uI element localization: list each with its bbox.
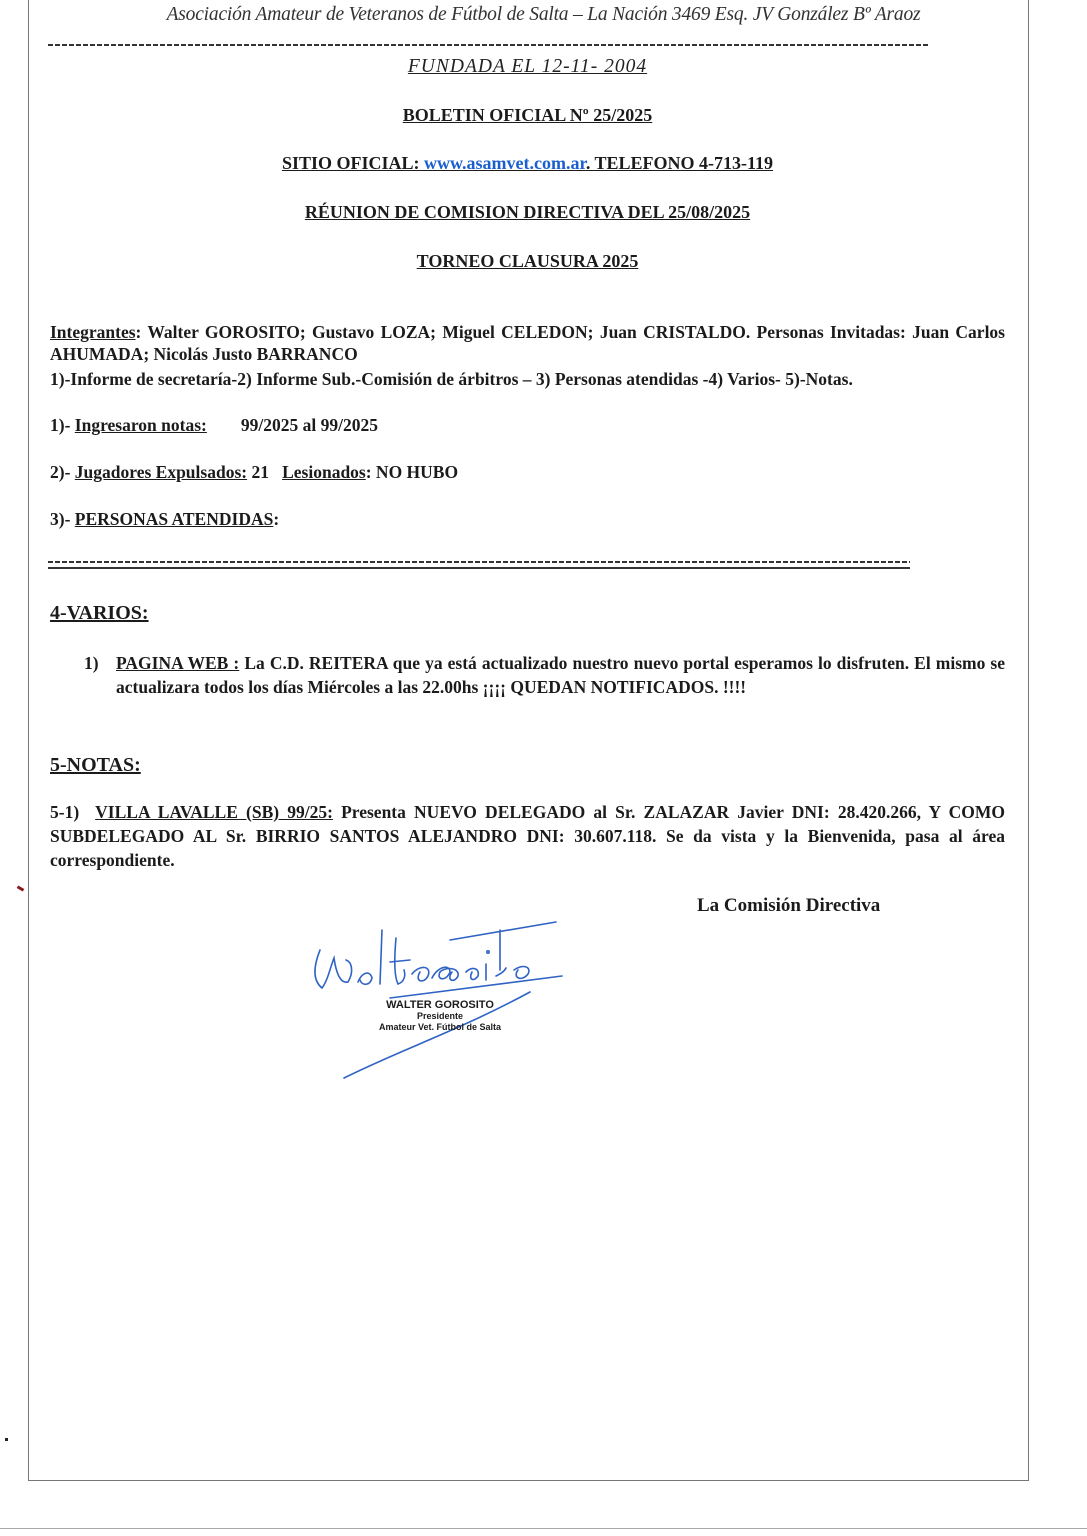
point-3-colon: : <box>273 509 280 529</box>
point-1-value: 99/2025 al 99/2025 <box>240 415 378 435</box>
presidential-stamp <box>330 1000 550 1033</box>
point-2-label: Jugadores Expulsados: <box>74 462 248 482</box>
point-1 <box>50 414 1005 436</box>
tournament-title: TORNEO CLAUSURA 2025 <box>416 251 639 271</box>
notas-heading: 5-NOTAS: <box>50 754 141 776</box>
point-3 <box>50 508 1005 530</box>
organization-header: Asociación Amateur de Veteranos de Fútbol de Salta – La Nación 3469 Esq. JV González Bº Araoz <box>166 4 921 25</box>
point-2-number: 2)- <box>50 462 75 482</box>
stamp-name: WALTER GOROSITO <box>386 999 494 1011</box>
bulletin-title: BOLETIN OFICIAL Nº 25/2025 <box>402 105 653 125</box>
stamp-role: Presidente <box>416 1011 464 1021</box>
members-paragraph <box>50 321 1005 365</box>
scan-speck <box>17 885 25 891</box>
varios-item-body: La C.D. REITERA que ya está actualizado nuestro nuevo portal esperamos lo disfruten. El mismo se actualizara todos los días Miércoles a las 22.00hs ¡¡¡¡ QUEDAN NOTIFICADOS. !!!! <box>116 653 1005 697</box>
site-label: SITIO OFICIAL: <box>281 153 424 173</box>
scan-speck <box>5 1438 8 1441</box>
divider-dashed <box>48 561 910 563</box>
signoff: La Comisión Directiva <box>697 895 881 916</box>
notas-item <box>50 800 1005 872</box>
phone-text: . TELEFONO 4-713-119 <box>585 153 774 173</box>
notas-item-body: Presenta NUEVO DELEGADO al Sr. ZALAZAR Javier DNI: 28.420.266, Y COMO SUBDELEGADO AL Sr. BIRRIO SANTOS ALEJANDRO DNI: 30.607.118. Se da vista y la Bienvenida, pasa al área correspondiente. <box>50 802 1005 870</box>
agenda-line: 1)-Informe de secretaría-2) Informe Sub.-Comisión de árbitros – 3) Personas atendidas -4) Varios- 5)-Notas. <box>50 369 853 389</box>
members-text: : Walter GOROSITO; Gustavo LOZA; Miguel CELEDON; Juan CRISTALDO. Personas Invitadas: Juan Carlos AHUMADA; Nicolás Justo BARRANCO <box>50 322 1005 364</box>
point-1-label: Ingresaron notas: <box>74 415 207 435</box>
notas-item-label: VILLA LAVALLE (SB) 99/25: <box>95 802 333 822</box>
notas-item-number: 5-1) <box>50 802 96 822</box>
header-dashed-rule <box>48 44 930 46</box>
site-link[interactable]: www.asamvet.com.ar <box>424 153 586 173</box>
injured-value: : NO HUBO <box>365 462 459 482</box>
meeting-title: RÉUNION DE COMISION DIRECTIVA DEL 25/08/2025 <box>304 202 751 222</box>
section-divider <box>48 561 910 569</box>
point-3-number: 3)- <box>50 509 75 529</box>
founded-date: FUNDADA EL 12-11- 2004 <box>407 56 648 77</box>
point-1-number: 1)- <box>50 415 75 435</box>
scan-edge-line <box>0 1528 1087 1529</box>
varios-item-label: PAGINA WEB : <box>116 653 240 673</box>
injured-label: Lesionados <box>282 462 366 482</box>
varios-heading: 4-VARIOS: <box>50 602 149 624</box>
varios-item <box>84 651 1005 699</box>
signature-stroke <box>315 950 352 988</box>
point-3-label: PERSONAS ATENDIDAS <box>74 509 274 529</box>
members-label: Integrantes <box>50 322 136 342</box>
varios-item-text <box>116 651 1005 699</box>
expelled-count: 21 <box>247 462 283 482</box>
official-site-line <box>0 153 1055 174</box>
varios-item-number: 1) <box>84 653 99 673</box>
stamp-org: Amateur Vet. Fútbol de Salta <box>378 1022 502 1032</box>
point-2 <box>50 461 1005 483</box>
divider-solid <box>48 567 910 569</box>
